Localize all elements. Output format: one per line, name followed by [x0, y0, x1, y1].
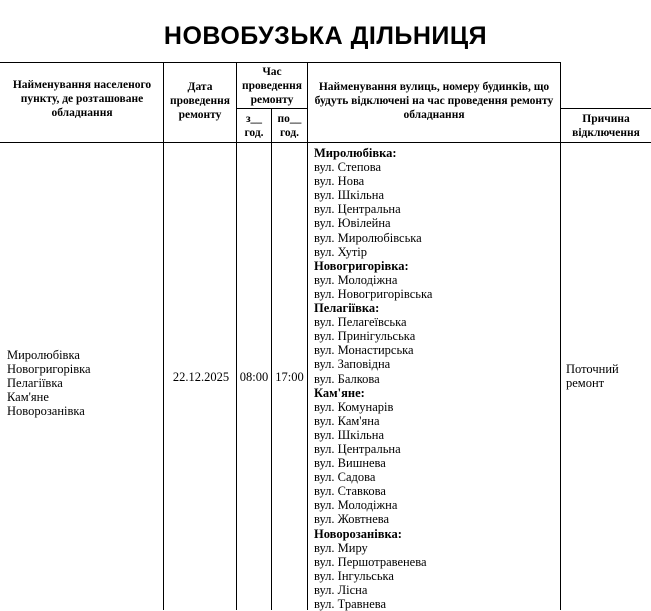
street-group-heading: Новорозанівка:: [314, 526, 402, 541]
street-item: вул. Молодіжна: [314, 272, 398, 287]
table-top-border: [0, 62, 560, 63]
settlement-name: Кам'яне: [7, 390, 49, 405]
reason-header-top-border: [560, 108, 651, 109]
col-divider-1: [163, 62, 164, 610]
street-item: вул. Новогригорівська: [314, 286, 433, 301]
street-item: вул. Миру: [314, 540, 368, 555]
street-item: вул. Ставкова: [314, 484, 386, 499]
header-from: з__ год.: [244, 113, 264, 139]
street-item: вул. Кам'яна: [314, 413, 380, 428]
settlement-name: Новорозанівка: [7, 404, 85, 419]
street-item: вул. Миролюбівська: [314, 230, 422, 245]
street-item: вул. Ювілейна: [314, 216, 391, 231]
street-item: вул. Шкільна: [314, 188, 384, 203]
header-time: Час проведення ремонту: [241, 66, 303, 106]
street-group-heading: Пелагіївка:: [314, 301, 380, 316]
street-group-heading: Миролюбівка:: [314, 146, 397, 160]
street-item: вул. Садова: [314, 470, 376, 485]
street-item: вул. Травнева: [314, 597, 387, 611]
settlements-cell: [7, 348, 157, 418]
settlement-name: Новогригорівка: [7, 362, 91, 377]
col-divider-4: [307, 62, 308, 610]
header-date: Дата проведення ремонту: [169, 81, 231, 121]
street-item: вул. Вишнева: [314, 456, 386, 471]
street-item: вул. Лісна: [314, 582, 368, 597]
street-item: вул. Шкільна: [314, 427, 384, 442]
settlement-name: Пелагіївка: [7, 376, 63, 391]
street-item: вул. Жовтнева: [314, 512, 390, 527]
outage-reason: Поточний ремонт: [566, 362, 619, 391]
street-item: вул. Степова: [314, 160, 382, 175]
street-item: вул. Комунарів: [314, 399, 394, 414]
street-item: вул. Першотравенева: [314, 554, 427, 569]
header-settlement: Найменування населеного пункту, де розташоване обладнання: [12, 79, 152, 119]
streets-cell: [314, 146, 559, 611]
street-group-heading: Кам'яне:: [314, 385, 365, 400]
street-item: вул. Монастирська: [314, 343, 414, 358]
time-from: 08:00: [239, 370, 269, 384]
street-item: вул. Балкова: [314, 371, 380, 386]
settlement-name: Миролюбівка: [7, 348, 80, 362]
col-divider-2: [236, 62, 237, 610]
header-bottom-border: [0, 142, 651, 143]
repair-date: 22.12.2025: [172, 370, 230, 384]
col-divider-5: [560, 62, 561, 610]
header-to: по__ год.: [277, 113, 302, 139]
header-reason: Причина відключення: [572, 113, 640, 139]
col-divider-3: [271, 108, 272, 610]
street-item: вул. Центральна: [314, 441, 401, 456]
street-item: вул. Принігульська: [314, 329, 416, 344]
header-streets: Найменування вулиць, номеру будинків, що будуть відключені на час проведення ремонту обладнання: [314, 81, 554, 121]
street-item: вул. Інгульська: [314, 568, 394, 583]
time-to: 17:00: [275, 370, 304, 384]
street-item: вул. Центральна: [314, 202, 401, 217]
page-title: НОВОБУЗЬКА ДІЛЬНИЦЯ: [163, 22, 488, 50]
street-group-heading: Новогригорівка:: [314, 258, 409, 273]
street-item: вул. Пелагеївська: [314, 315, 407, 330]
street-item: вул. Молодіжна: [314, 498, 398, 513]
street-item: вул. Хутір: [314, 244, 368, 259]
street-item: вул. Заповідна: [314, 357, 391, 372]
street-item: вул. Нова: [314, 174, 365, 189]
